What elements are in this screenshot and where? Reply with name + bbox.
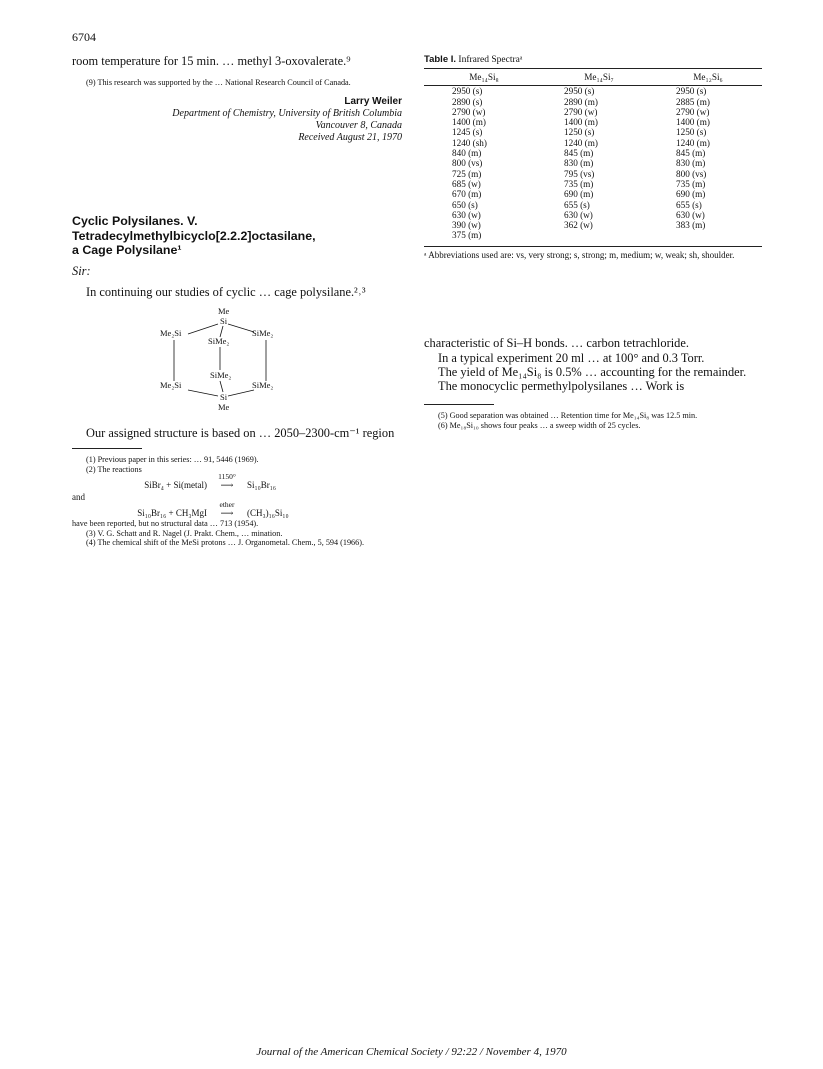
table-cell: 845 (m) (676, 148, 706, 159)
right-footnote-divider (424, 404, 494, 405)
reaction-1 (72, 471, 402, 491)
footnote-5: (5) Good separation was obtained … Retention time for Me₁₄Si₈ was 12.5 min. (438, 410, 698, 420)
struct-si-bottom: Si (220, 391, 228, 402)
author-affiliation: Department of Chemistry, University of British Columbia (172, 108, 402, 120)
table-header-me14si8: Me₁₄Si₈ (424, 69, 544, 86)
table-row (424, 220, 762, 230)
table-row (424, 169, 762, 179)
table-cell: 630 (w) (452, 209, 481, 220)
author-name: Larry Weiler (344, 96, 402, 108)
author-signature (72, 96, 402, 144)
footnote-2: (2) The reactions (86, 465, 142, 475)
table-cell: 2885 (m) (676, 96, 710, 107)
struct-me2si-left-upper: Me₂Si (160, 327, 182, 338)
reaction-1-arrow: 1150° ⟶ (207, 479, 247, 491)
received-date: Received August 21, 1970 (298, 132, 402, 144)
right-paragraph-3: The yield of Me₁₄Si₈ is 0.5% … accounting for the remainder. (438, 365, 747, 380)
reaction-scheme (72, 471, 402, 519)
footnote-9: (9) This research was supported by the … National Research Council of Canada. (86, 78, 351, 88)
table-body (424, 86, 762, 241)
table-cell: 1250 (s) (564, 127, 595, 138)
journal-footer: Journal of the American Chemical Society / 92:22 / November 4, 1970 (256, 1046, 567, 1058)
table-footnote: ᵃ Abbreviations used are: vs, very strong; s, strong; m, medium; w, weak; sh, shoulder. (424, 246, 762, 261)
cage-structure-diagram (160, 304, 290, 422)
table-caption-text: Infrared Spectraᵃ (458, 55, 523, 65)
table-cell: 630 (w) (564, 209, 593, 220)
footnote-2-continued: have been reported, but no structural data … 713 (1954). (72, 518, 259, 528)
table-cell: 630 (w) (676, 209, 705, 220)
footnote-1: (1) Previous paper in this series: … 91, 5446 (1969). (86, 455, 259, 465)
footnote-3: (3) V. G. Schatt and R. Nagel (J. Prakt. Chem., … mination. (86, 528, 283, 538)
table-row (424, 210, 762, 220)
table-header-me14si7: Me₁₄Si₇ (544, 69, 654, 86)
struct-sime2-right-lower: SiMe₂ (252, 379, 274, 390)
table-caption (424, 54, 762, 65)
struct-me-top: Me (218, 305, 230, 316)
reaction-and: and (72, 491, 85, 502)
spectral-paragraph: Our assigned structure is based on … 2050–2300-cm⁻¹ region (86, 425, 395, 440)
struct-sime2-right-upper: SiMe₂ (252, 327, 274, 338)
footnote-4: (4) The chemical shift of the MeSi protons … J. Organometal. Chem., 5, 594 (1966). (86, 538, 365, 548)
table-cell: 650 (s) (452, 199, 478, 210)
struct-sime2-mid-lower: SiMe₂ (210, 369, 232, 380)
table-cell: 690 (m) (564, 189, 594, 200)
article-title-line-2: Tetradecylmethylbicyclo[2.2.2]octasilane, (72, 228, 316, 243)
page-number: 6704 (72, 30, 96, 44)
table-cell: 685 (w) (452, 178, 481, 189)
table-cell: 735 (m) (676, 178, 706, 189)
table-cell: 1250 (s) (676, 127, 707, 138)
right-column (424, 54, 762, 430)
table-caption-label: Table I. (424, 54, 457, 65)
table-cell: 830 (m) (564, 158, 594, 169)
struct-me-bottom: Me (218, 401, 230, 412)
table-cell: 655 (s) (564, 199, 590, 210)
reaction-1-condition: 1150° (218, 471, 236, 481)
reaction-2-condition: ether (219, 499, 235, 509)
table-cell: 800 (vs) (452, 158, 483, 169)
reaction-2-product: (CH₃)₁₆Si₁₀ (247, 507, 289, 518)
table-cell: 2790 (w) (452, 106, 486, 117)
table-cell: 690 (m) (676, 189, 706, 200)
table-cell (544, 230, 654, 240)
struct-me2si-left-lower: Me₂Si (160, 379, 182, 390)
table-cell: 2890 (s) (452, 96, 483, 107)
table-row (424, 148, 762, 158)
table-cell: 362 (w) (564, 220, 593, 231)
salutation: Sir: (72, 264, 91, 279)
struct-si-top: Si (220, 315, 228, 326)
table-row (424, 200, 762, 210)
continued-paragraph: room temperature for 15 min. … methyl 3-oxovalerate.⁹ (72, 54, 351, 68)
footnote-6: (6) Me₁₈Si₁₀ shows four peaks … a sweep width of 25 cycles. (438, 420, 641, 430)
table-header-row (424, 69, 762, 86)
table-cell: 735 (m) (564, 178, 594, 189)
table-cell: 390 (w) (452, 220, 481, 231)
reaction-2 (72, 499, 402, 519)
table-row (424, 86, 762, 97)
table-cell: 2950 (s) (452, 86, 483, 97)
infrared-spectra-table (424, 68, 762, 241)
table-cell: 1240 (m) (564, 137, 598, 148)
reaction-2-reactants: Si₁₀Br₁₆ + CH₃MgI (137, 507, 207, 518)
article-title (72, 214, 402, 257)
right-paragraph-2: In a typical experiment 20 ml … at 100° and 0.3 Torr. (438, 350, 705, 365)
table-cell: 800 (vs) (676, 168, 707, 179)
table-header-me12si6: Me₁₂Si₆ (654, 69, 762, 86)
table-cell: 383 (m) (676, 220, 706, 231)
table-cell: 670 (m) (452, 189, 482, 200)
table-cell: 845 (m) (564, 148, 594, 159)
table-row (424, 107, 762, 117)
left-column (72, 54, 402, 548)
table-cell: 830 (m) (676, 158, 706, 169)
table-row (424, 138, 762, 148)
table-cell: 2790 (w) (564, 106, 598, 117)
table-row (424, 230, 762, 240)
author-city: Vancouver 8, Canada (315, 120, 402, 132)
article-title-line-3: a Cage Polysilane¹ (72, 243, 182, 258)
reaction-1-product: Si₁₀Br₁₆ (247, 479, 277, 490)
article-title-line-1: Cyclic Polysilanes. V. (72, 214, 198, 229)
table-cell: 795 (vs) (564, 168, 595, 179)
reaction-1-reactants: SiBr₄ + Si(metal) (144, 479, 207, 490)
struct-sime2-mid-upper: SiMe₂ (208, 335, 230, 346)
table-row (424, 127, 762, 137)
right-paragraph-1: characteristic of Si–H bonds. … carbon tetrachloride. (424, 336, 689, 351)
table-cell: 2950 (s) (676, 86, 707, 97)
right-paragraph-4: The monocyclic permethylpolysilanes … Work is (438, 379, 685, 394)
table-row (424, 179, 762, 189)
table-cell: 1245 (s) (452, 127, 483, 138)
table-cell: 1400 (m) (452, 117, 486, 128)
table-row (424, 97, 762, 107)
table-cell (654, 230, 762, 240)
intro-paragraph: In continuing our studies of cyclic … cage polysilane.²˒³ (86, 285, 366, 300)
table-cell: 2950 (s) (564, 86, 595, 97)
table-cell: 840 (m) (452, 148, 482, 159)
table-cell: 725 (m) (452, 168, 482, 179)
table-cell: 2790 (w) (676, 106, 710, 117)
table-cell: 375 (m) (452, 230, 482, 241)
footnote-divider (72, 448, 142, 449)
table-cell: 2890 (m) (564, 96, 598, 107)
reaction-2-arrow: ether ⟶ (207, 507, 247, 519)
table-cell: 1400 (m) (676, 117, 710, 128)
table-row (424, 158, 762, 168)
table-cell: 655 (s) (676, 199, 702, 210)
table-row (424, 189, 762, 199)
table-cell: 1240 (sh) (452, 137, 487, 148)
table-cell: 1400 (m) (564, 117, 598, 128)
table-cell: 1240 (m) (676, 137, 710, 148)
table-row (424, 117, 762, 127)
